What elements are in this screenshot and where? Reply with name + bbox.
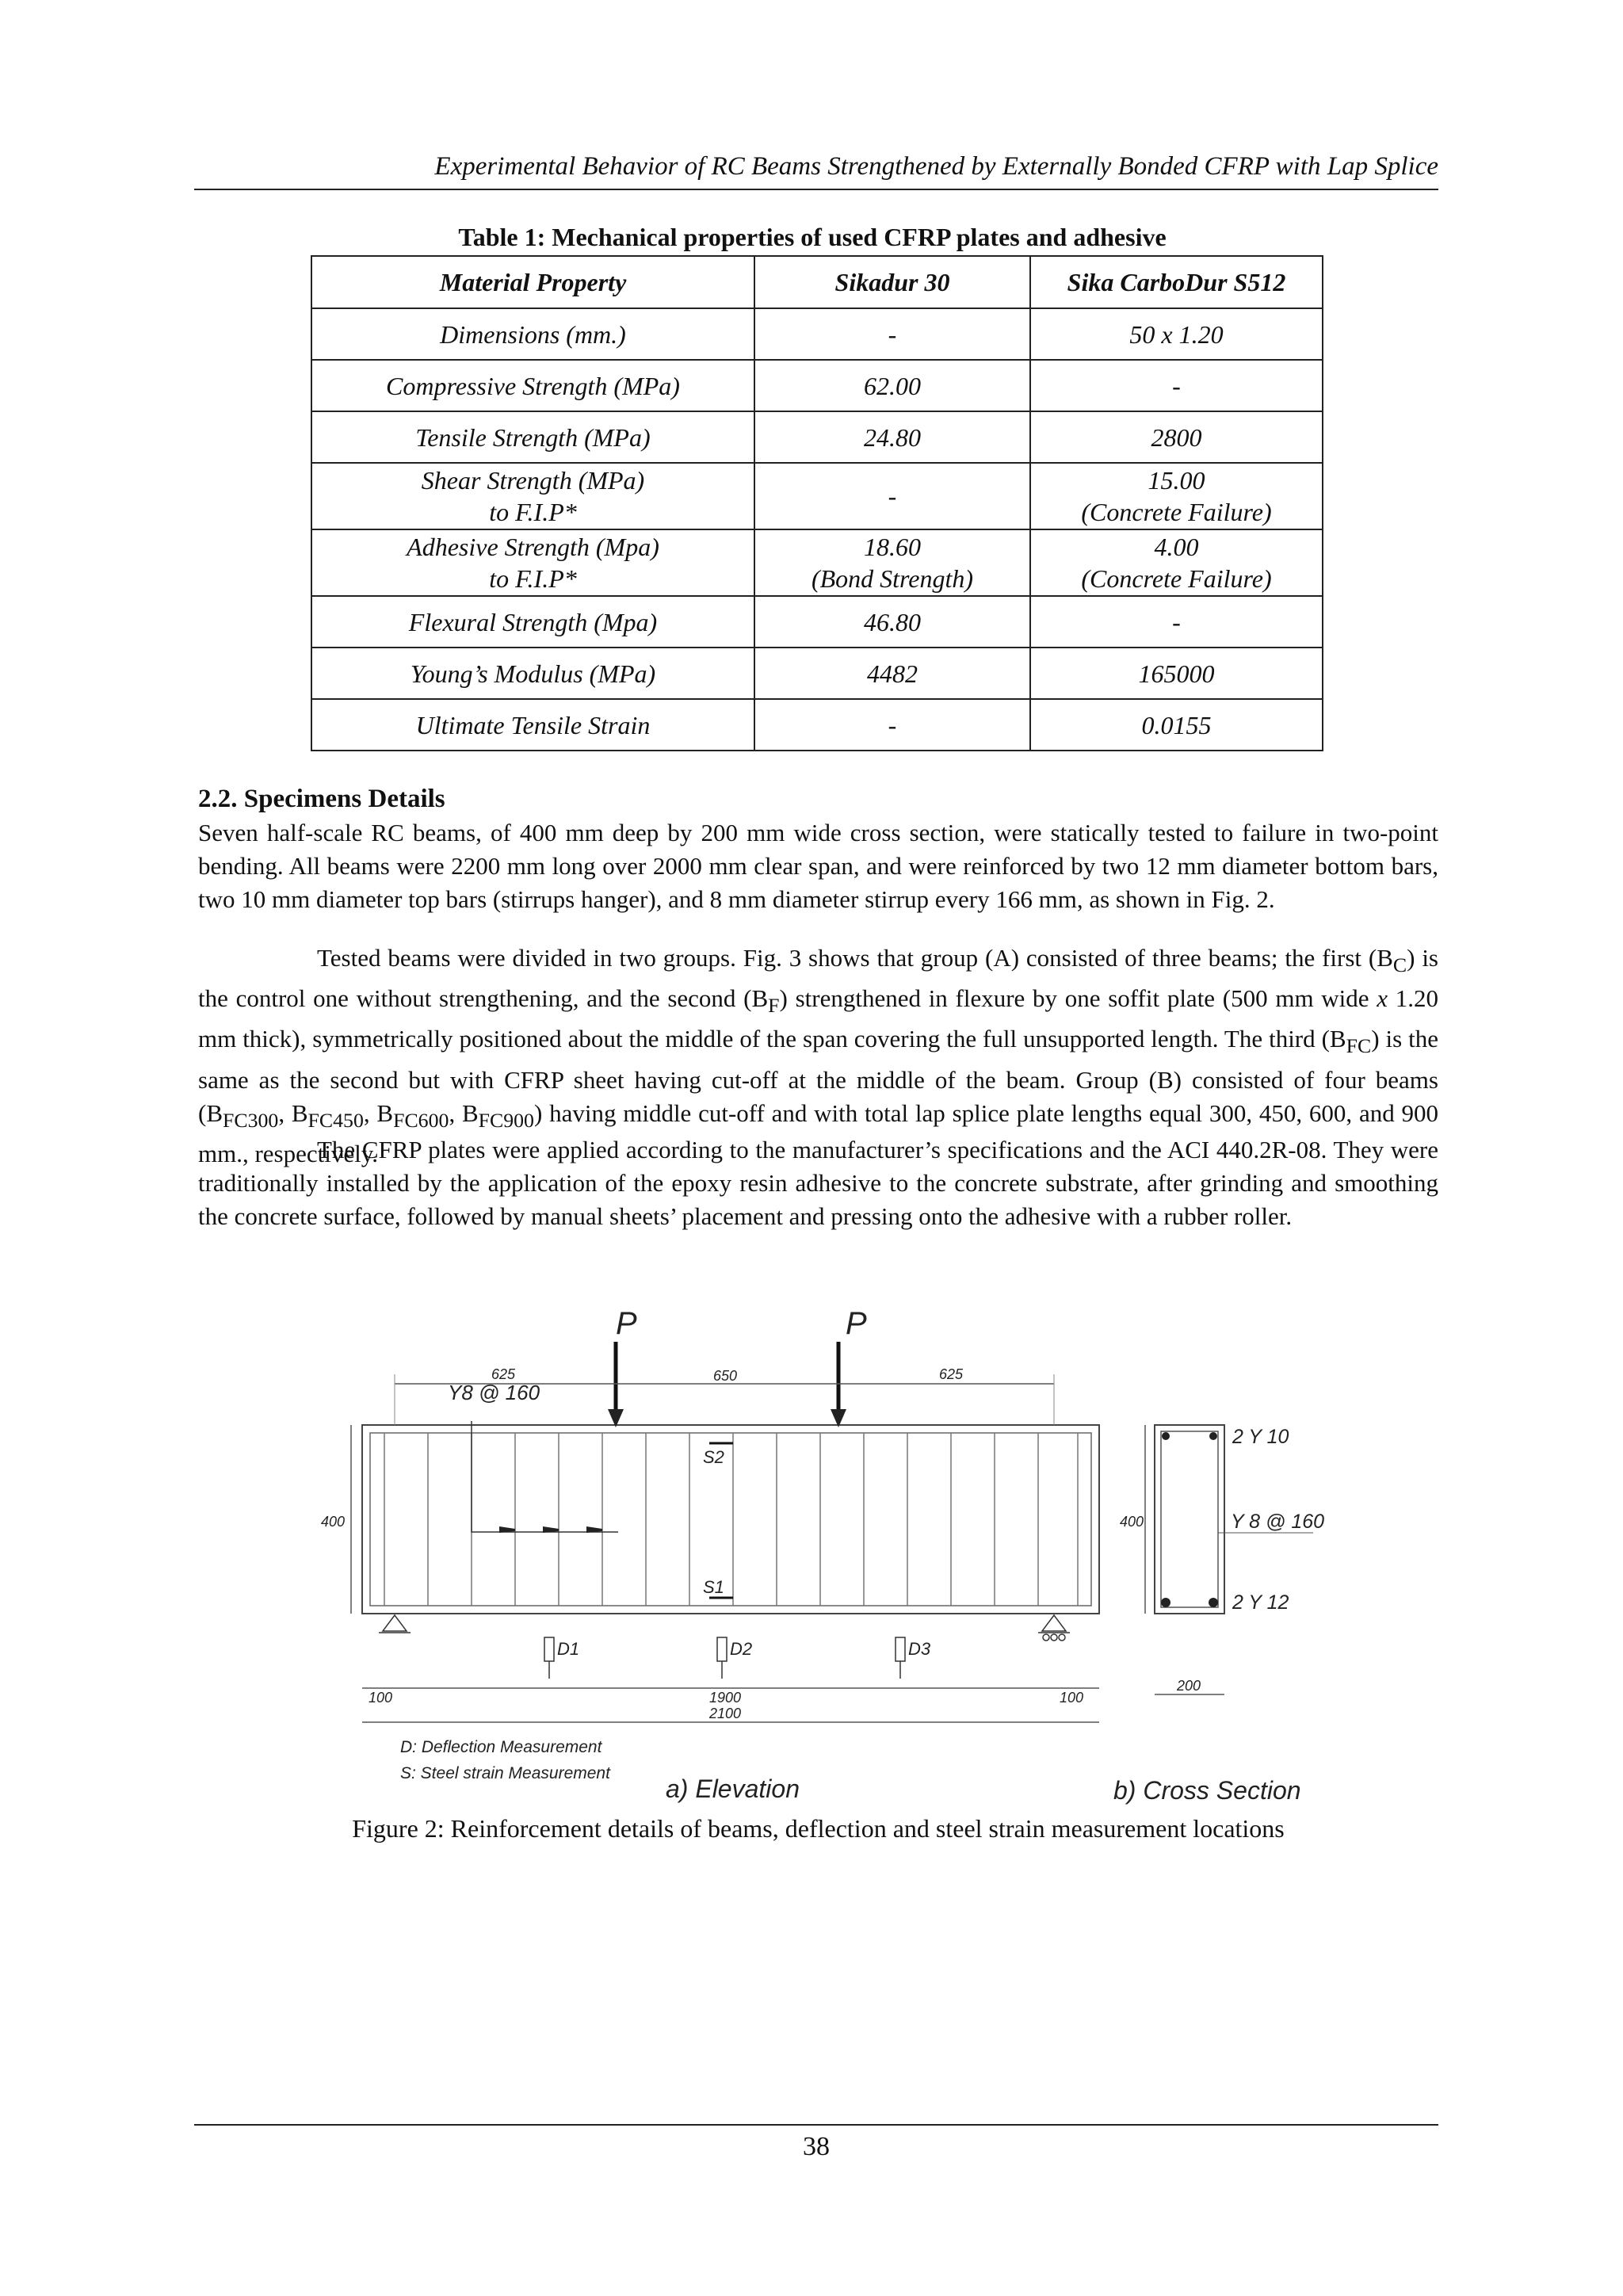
cs-stirrup-label: Y 8 @ 160	[1231, 1511, 1325, 1533]
subscript: FC	[1346, 1034, 1372, 1058]
dimension-label: 400	[321, 1514, 346, 1530]
text-run: , B	[449, 1098, 479, 1127]
cross-section-outline	[1155, 1425, 1224, 1614]
text-run: ) is the control one without strengthening, and the second (B	[198, 944, 1438, 1013]
subscript: F	[768, 994, 780, 1018]
properties-table	[311, 255, 1323, 751]
strain-gauge-label: S2	[703, 1447, 724, 1467]
gauge-label: D1	[557, 1639, 580, 1659]
subscript: FC900	[478, 1108, 534, 1132]
table-row	[311, 529, 1323, 596]
table-header-row	[311, 256, 1323, 308]
gauge-label: D3	[908, 1639, 931, 1659]
table-cell: 50 x 1.20	[1030, 308, 1323, 360]
table-row	[311, 308, 1323, 360]
table-cell	[1030, 463, 1323, 529]
load-label: P	[616, 1306, 637, 1341]
dimension-label: 200	[1177, 1678, 1201, 1694]
table-row	[311, 699, 1323, 751]
header-rule	[194, 189, 1438, 190]
text-run: , B	[363, 1098, 394, 1127]
table-cell: 2800	[1030, 411, 1323, 463]
figure-2-diagram	[313, 1298, 1335, 1821]
top-bar	[1209, 1432, 1217, 1440]
table-cell: Dimensions (mm.)	[311, 308, 754, 360]
right-support	[1038, 1615, 1070, 1641]
legend-strain: S: Steel strain Measurement	[400, 1764, 610, 1782]
page-number: 38	[803, 2132, 830, 2161]
table-cell: -	[1030, 360, 1323, 411]
dimension-label: 1900	[709, 1690, 742, 1706]
load-label: P	[846, 1306, 867, 1341]
column-header: Sikadur 30	[754, 256, 1030, 308]
cs-bottom-bars-label: 2 Y 12	[1232, 1591, 1289, 1614]
table-cell: 4482	[754, 648, 1030, 699]
legend-deflection: D: Deflection Measurement	[400, 1738, 602, 1756]
deflection-gauge-d3	[896, 1637, 905, 1679]
column-header: Material Property	[311, 256, 754, 308]
table-cell: Compressive Strength (MPa)	[311, 360, 754, 411]
subscript: FC300	[223, 1108, 279, 1132]
table-cell: Flexural Strength (Mpa)	[311, 596, 754, 648]
bottom-bar	[1209, 1598, 1218, 1607]
beam-reinforcement-cage	[370, 1433, 1091, 1606]
text-run: ) strengthened in flexure by one soffit plate (500 mm wide	[779, 984, 1377, 1013]
dimension-label: 400	[1120, 1514, 1144, 1530]
cell-line: 4.00	[1154, 533, 1199, 561]
cell-line: to F.I.P*	[489, 498, 577, 526]
deflection-gauge-d2	[717, 1637, 727, 1679]
cell-line: (Concrete Failure)	[1081, 498, 1272, 526]
subscript: FC450	[307, 1108, 364, 1132]
bottom-bar	[1161, 1598, 1170, 1607]
elevation-label: a) Elevation	[666, 1775, 800, 1803]
table-row	[311, 596, 1323, 648]
cross-section-stirrup	[1161, 1431, 1218, 1607]
table-cell: -	[754, 308, 1030, 360]
column-header: Sika CarboDur S512	[1030, 256, 1323, 308]
text-run: 1.20 mm thick), symmetrically positioned about the middle of the span covering the full unsupported length. The third (B	[198, 984, 1439, 1053]
table-cell	[754, 529, 1030, 596]
times-symbol: x	[1377, 984, 1388, 1013]
dimension-label: 100	[1060, 1690, 1084, 1706]
cell-line: 15.00	[1148, 466, 1205, 495]
cell-line: to F.I.P*	[489, 564, 577, 593]
cell-line: Adhesive Strength (Mpa)	[407, 533, 659, 561]
table-row	[311, 411, 1323, 463]
dimension-label: 100	[369, 1690, 393, 1706]
text-run: , B	[278, 1098, 308, 1127]
table-cell: 165000	[1030, 648, 1323, 699]
top-bar	[1162, 1432, 1170, 1440]
table-cell	[311, 463, 754, 529]
stirrup-leader	[472, 1421, 618, 1532]
beam-outline	[362, 1425, 1099, 1614]
dimension-label: 2100	[709, 1706, 742, 1721]
cs-top-bars-label: 2 Y 10	[1232, 1426, 1289, 1448]
deflection-gauge-d1	[544, 1637, 554, 1679]
text-run: ) is the same as the second but with CFRP sheet having cut-off at the middle of the beam. Group (B) consisted of four beams (B	[198, 1025, 1439, 1127]
table-caption: Table 1: Mechanical properties of used CFRP plates and adhesive	[458, 223, 1167, 251]
table-row	[311, 360, 1323, 411]
cross-section-label: b) Cross Section	[1113, 1776, 1301, 1805]
dimension-label: 650	[713, 1368, 738, 1384]
table-cell: 62.00	[754, 360, 1030, 411]
cell-line: 18.60	[864, 533, 921, 561]
table-cell: 46.80	[754, 596, 1030, 648]
table-cell: Young’s Modulus (MPa)	[311, 648, 754, 699]
strain-gauge-label: S1	[703, 1577, 724, 1597]
running-head: Experimental Behavior of RC Beams Strengthened by Externally Bonded CFRP with Lap Splice	[434, 152, 1438, 181]
table-cell: -	[754, 699, 1030, 751]
table-cell: 24.80	[754, 411, 1030, 463]
table-cell: 0.0155	[1030, 699, 1323, 751]
table-row	[311, 648, 1323, 699]
table-cell	[1030, 529, 1323, 596]
subscript: C	[1392, 953, 1407, 977]
paragraph: Seven half-scale RC beams, of 400 mm deep by 200 mm wide cross section, were statically tested to failure in two-point bending. All beams were 2200 mm long over 2000 mm clear span, and were reinforced by two 12 mm diameter bottom bars, two 10 mm diameter top bars (stirrups hanger), and 8 mm diameter stirrup every 166 mm, as shown in Fig. 2.	[198, 819, 1438, 913]
table-cell: Ultimate Tensile Strain	[311, 699, 754, 751]
gauge-label: D2	[730, 1639, 753, 1659]
cell-line: Shear Strength (MPa)	[421, 466, 645, 495]
table-cell: -	[1030, 596, 1323, 648]
text-run: Tested beams were divided in two groups. Fig. 3 shows that group (A) consisted of three beams; the first (B	[317, 944, 1393, 972]
figure-caption: Figure 2: Reinforcement details of beams, deflection and steel strain measurement locations	[352, 1814, 1285, 1843]
table-cell: -	[754, 463, 1030, 529]
dimension-label: 625	[491, 1366, 516, 1382]
cell-line: (Concrete Failure)	[1081, 564, 1272, 593]
table-cell	[311, 529, 754, 596]
table-row	[311, 463, 1323, 529]
dimension-label: 625	[939, 1366, 964, 1382]
subscript: FC600	[393, 1108, 449, 1132]
section-heading: 2.2. Specimens Details	[198, 785, 445, 813]
paragraph: The CFRP plates were applied according to the manufacturer’s specifications and the ACI 440.2R-08. They were traditionally installed by the application of the epoxy resin adhesive to the concrete substrate, after grinding and smoothing the concrete surface, followed by manual sheets’ placement and pressing onto the adhesive with a rubber roller.	[198, 1136, 1438, 1230]
footer-rule	[194, 2124, 1438, 2126]
cell-line: (Bond Strength)	[811, 564, 974, 593]
stirrups	[384, 1433, 1078, 1606]
text-run: ) having middle cut-off and with total lap splice plate lengths equal 300, 450, 600, and 900 mm., respectively.	[198, 1098, 1438, 1167]
left-support	[379, 1615, 411, 1633]
stirrup-label: Y8 @ 160	[448, 1381, 540, 1404]
table-cell: Tensile Strength (MPa)	[311, 411, 754, 463]
